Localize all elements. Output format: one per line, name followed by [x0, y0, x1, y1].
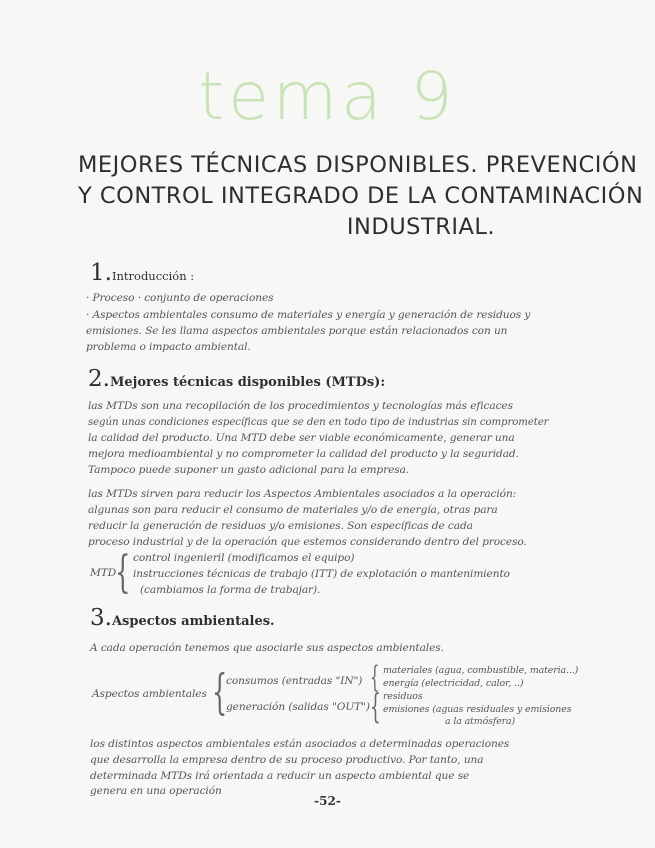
section3-number: 3. — [90, 605, 112, 631]
page-title — [78, 150, 644, 243]
section2-para2-line-2: algunas son para reducir el consumo de materiales y/o de energía, otras para — [88, 504, 498, 516]
mtd-brace: { — [115, 547, 131, 598]
diagram-generacion: generación (salidas "OUT") — [226, 701, 370, 713]
diagram-root-brace: { — [212, 664, 228, 720]
section2-para2-line-1: las MTDs sirven para reducir los Aspectos Ambientales asociados a la operación: — [88, 488, 517, 500]
page-number: -52- — [314, 794, 341, 808]
section1-title: Introducción : — [111, 269, 195, 283]
section1-heading — [90, 260, 194, 286]
consumos-item-1: materiales (agua, combustible, materia...) — [383, 665, 579, 676]
section2-number: 2. — [88, 366, 110, 392]
section1-line-1: · Proceso · conjunto de operaciones — [86, 292, 274, 304]
mtd-label: MTD — [90, 567, 117, 579]
section1-number: 1. — [90, 260, 112, 286]
generacion-item-3: a la atmósfera) — [445, 716, 516, 727]
mtd-item-2: instrucciones técnicas de trabajo (ITT) de explotación o mantenimiento — [133, 568, 510, 580]
section2-para1-line-1: las MTDs son una recopilación de los procedimientos y tecnologías más eficaces — [88, 400, 513, 412]
generacion-item-2: emisiones (aguas residuales y emisiones — [383, 704, 572, 715]
tema-heading: tema 9 — [198, 58, 457, 135]
section2-para1-line-4: mejora medioambiental y no comprometer la calidad del producto y la seguridad. — [88, 448, 519, 460]
diagram-consumos: consumos (entradas "IN") — [226, 675, 363, 687]
section1-line-2: · Aspectos ambientales consumo de materiales y energía y generación de residuos y — [86, 309, 531, 321]
consumos-brace: { — [370, 660, 380, 695]
diagram-root: Aspectos ambientales — [92, 688, 207, 700]
section2-para1-line-5: Tampoco puede suponer un gasto adicional para la empresa. — [88, 464, 410, 476]
generacion-item-1: residuos — [383, 691, 423, 702]
section2-para2-line-3: reducir la generación de residuos y/o emisiones. Son específicas de cada — [88, 520, 473, 532]
generacion-brace: { — [370, 687, 381, 727]
section2-para2-line-4: proceso industrial y de la operación que estemos considerando dentro del proceso. — [88, 536, 527, 548]
section3-title: Aspectos ambientales. — [111, 614, 275, 629]
section2-title: Mejores técnicas disponibles (MTDs): — [109, 375, 386, 390]
section2-para1-line-2: según unas condiciones específicas que se den en todo tipo de industrias sin comprometer — [88, 417, 549, 428]
title-line-2: Y CONTROL INTEGRADO DE LA CONTAMINACIÓN — [78, 183, 644, 209]
consumos-item-2: energía (electricidad, calor, ..) — [383, 678, 524, 689]
section3-closing-line-4: genera en una operación — [90, 785, 222, 797]
mtd-item-3: (cambiamos la forma de trabajar). — [140, 584, 321, 596]
title-line-3: INDUSTRIAL. — [346, 214, 496, 240]
section1-line-3: emisiones. Se les llama aspectos ambientales porque están relacionados con un — [86, 325, 508, 337]
section3-heading — [90, 605, 275, 631]
section2-para1-line-3: la calidad del producto. Una MTD debe ser viable económicamente, generar una — [88, 432, 515, 444]
section1-line-4: problema o impacto ambiental. — [86, 341, 251, 353]
section3-closing-line-3: determinada MTDs irá orientada a reducir un aspecto ambiental que se — [90, 770, 470, 782]
mtd-item-1: control ingenieril (modificamos el equipo) — [133, 552, 355, 564]
section3-intro: A cada operación tenemos que asociarle sus aspectos ambientales. — [90, 642, 444, 654]
section2-heading — [88, 366, 385, 392]
section3-closing-line-1: los distintos aspectos ambientales están asociados a determinadas operaciones — [90, 738, 510, 750]
title-line-1: MEJORES TÉCNICAS DISPONIBLES. PREVENCIÓN — [78, 152, 638, 178]
section3-closing-line-2: que desarrolla la empresa dentro de su proceso productivo. Por tanto, una — [90, 754, 484, 766]
